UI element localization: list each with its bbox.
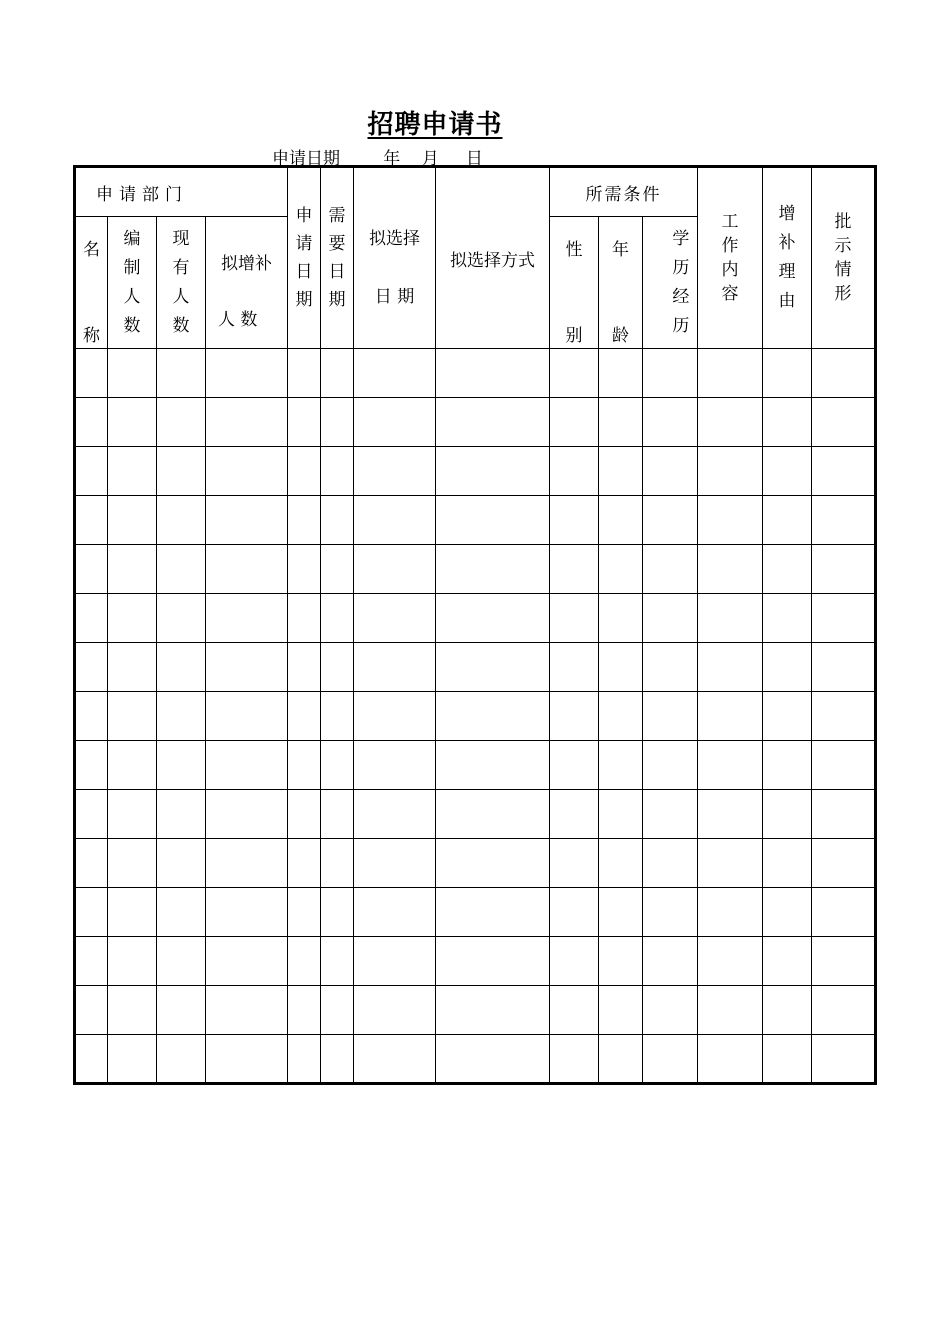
table-cell[interactable]	[321, 986, 354, 1035]
header-age-bottom: 龄	[612, 326, 629, 346]
table-cell[interactable]	[436, 692, 550, 741]
table-cell[interactable]	[763, 545, 812, 594]
table-cell[interactable]	[75, 447, 108, 496]
header-gender-top: 性	[565, 240, 583, 260]
table-cell[interactable]	[763, 496, 812, 545]
application-date-line: 申请日期 年 月 日	[272, 149, 483, 169]
table-cell[interactable]	[643, 545, 698, 594]
table-cell[interactable]	[698, 741, 763, 790]
table-cell[interactable]	[436, 496, 550, 545]
table-cell[interactable]	[288, 790, 321, 839]
table-cell[interactable]	[288, 398, 321, 447]
header-planned-top: 拟增补	[221, 254, 272, 274]
header-dept-name	[75, 217, 108, 349]
table-cell[interactable]	[812, 643, 876, 692]
table-cell[interactable]	[75, 741, 108, 790]
table-cell[interactable]	[108, 888, 157, 937]
table-cell[interactable]	[354, 888, 436, 937]
table-cell[interactable]	[812, 692, 876, 741]
table-row	[75, 447, 876, 496]
table-row	[75, 496, 876, 545]
table-cell[interactable]	[436, 839, 550, 888]
table-cell[interactable]	[288, 692, 321, 741]
table-cell[interactable]	[288, 447, 321, 496]
table-cell[interactable]	[354, 496, 436, 545]
table-cell[interactable]	[643, 986, 698, 1035]
table-cell[interactable]	[643, 496, 698, 545]
header-current-text: 现有人数	[172, 228, 190, 336]
table-cell[interactable]	[321, 643, 354, 692]
table-cell[interactable]	[206, 545, 288, 594]
table-cell[interactable]	[698, 888, 763, 937]
table-cell[interactable]	[288, 545, 321, 594]
table-cell[interactable]	[763, 937, 812, 986]
table-cell[interactable]	[108, 349, 157, 398]
table-cell[interactable]	[157, 1035, 206, 1084]
header-dept-name-top: 名	[83, 240, 100, 260]
table-cell[interactable]	[206, 349, 288, 398]
table-cell[interactable]	[354, 398, 436, 447]
table-cell[interactable]	[75, 937, 108, 986]
table-cell[interactable]	[698, 643, 763, 692]
header-approval	[812, 167, 876, 349]
table-cell[interactable]	[763, 986, 812, 1035]
table-cell[interactable]	[550, 790, 599, 839]
table-cell[interactable]	[157, 741, 206, 790]
table-cell[interactable]	[288, 1035, 321, 1084]
table-cell[interactable]	[550, 545, 599, 594]
header-planned-bottom: 人 数	[218, 310, 258, 330]
header-quota-text: 编制人数	[123, 228, 141, 336]
table-cell[interactable]	[436, 790, 550, 839]
header-select-date-bottom: 日 期	[374, 287, 415, 307]
table-cell[interactable]	[550, 398, 599, 447]
table-cell[interactable]	[354, 986, 436, 1035]
table-cell[interactable]	[354, 692, 436, 741]
table-cell[interactable]	[550, 692, 599, 741]
table-cell[interactable]	[288, 349, 321, 398]
table-cell[interactable]	[599, 643, 643, 692]
table-cell[interactable]	[75, 986, 108, 1035]
table-cell[interactable]	[108, 741, 157, 790]
table-cell[interactable]	[321, 545, 354, 594]
header-quota	[108, 217, 157, 349]
table-cell[interactable]	[763, 790, 812, 839]
table-cell[interactable]	[206, 1035, 288, 1084]
table-cell[interactable]	[75, 790, 108, 839]
table-cell[interactable]	[698, 937, 763, 986]
table-cell[interactable]	[436, 349, 550, 398]
table-cell[interactable]	[288, 643, 321, 692]
header-education	[643, 217, 698, 349]
table-cell[interactable]	[698, 790, 763, 839]
header-conditions: 所需条件	[550, 167, 698, 217]
table-cell[interactable]	[763, 398, 812, 447]
table-cell[interactable]	[354, 790, 436, 839]
table-cell[interactable]	[763, 349, 812, 398]
header-department: 申请部门	[75, 167, 288, 217]
table-cell[interactable]	[643, 692, 698, 741]
table-cell[interactable]	[436, 937, 550, 986]
table-cell[interactable]	[157, 643, 206, 692]
header-current	[157, 217, 206, 349]
table-cell[interactable]	[354, 545, 436, 594]
table-cell[interactable]	[763, 643, 812, 692]
table-cell[interactable]	[599, 692, 643, 741]
table-cell[interactable]	[157, 496, 206, 545]
table-cell[interactable]	[599, 496, 643, 545]
recruitment-request-table	[73, 165, 877, 1085]
table-cell[interactable]	[288, 839, 321, 888]
table-cell[interactable]	[763, 888, 812, 937]
table-cell[interactable]	[643, 398, 698, 447]
table-cell[interactable]	[157, 692, 206, 741]
table-cell[interactable]	[550, 986, 599, 1035]
table-cell[interactable]	[698, 447, 763, 496]
table-cell[interactable]	[321, 741, 354, 790]
table-cell[interactable]	[599, 790, 643, 839]
table-cell[interactable]	[206, 496, 288, 545]
table-cell[interactable]	[157, 937, 206, 986]
table-cell[interactable]	[643, 839, 698, 888]
table-cell[interactable]	[157, 790, 206, 839]
table-cell[interactable]	[108, 447, 157, 496]
table-cell[interactable]	[599, 398, 643, 447]
table-cell[interactable]	[812, 447, 876, 496]
table-body	[75, 349, 876, 1084]
table-row	[75, 349, 876, 398]
table-cell[interactable]	[157, 447, 206, 496]
table-row	[75, 594, 876, 643]
table-cell[interactable]	[206, 594, 288, 643]
table-row	[75, 398, 876, 447]
table-cell[interactable]	[157, 888, 206, 937]
table-cell[interactable]	[206, 643, 288, 692]
table-cell[interactable]	[108, 496, 157, 545]
table-cell[interactable]	[698, 496, 763, 545]
table-cell[interactable]	[206, 741, 288, 790]
table-cell[interactable]	[75, 692, 108, 741]
table-cell[interactable]	[550, 741, 599, 790]
table-cell[interactable]	[206, 447, 288, 496]
table-cell[interactable]	[436, 888, 550, 937]
table-cell[interactable]	[436, 1035, 550, 1084]
table-cell[interactable]	[643, 790, 698, 839]
table-cell[interactable]	[599, 1035, 643, 1084]
header-age-top: 年	[612, 240, 629, 260]
table-cell[interactable]	[599, 545, 643, 594]
header-select-method: 拟选择方式	[436, 167, 550, 349]
table-cell[interactable]	[321, 398, 354, 447]
header-work-content-text: 工作内容	[721, 212, 739, 304]
table-cell[interactable]	[599, 594, 643, 643]
header-planned	[206, 217, 288, 349]
table-cell[interactable]	[321, 447, 354, 496]
table-cell[interactable]	[75, 398, 108, 447]
table-cell[interactable]	[75, 545, 108, 594]
table-row	[75, 545, 876, 594]
table-cell[interactable]	[599, 937, 643, 986]
table-cell[interactable]	[698, 398, 763, 447]
table-cell[interactable]	[698, 349, 763, 398]
table-cell[interactable]	[643, 937, 698, 986]
table-cell[interactable]	[321, 692, 354, 741]
table-cell[interactable]	[763, 1035, 812, 1084]
table-cell[interactable]	[812, 594, 876, 643]
table-cell[interactable]	[436, 643, 550, 692]
table-cell[interactable]	[75, 839, 108, 888]
header-apply-date-text: 申请日期	[295, 206, 313, 310]
table-cell[interactable]	[763, 594, 812, 643]
table-cell[interactable]	[157, 545, 206, 594]
table-cell[interactable]	[206, 839, 288, 888]
table-cell[interactable]	[288, 888, 321, 937]
table-cell[interactable]	[436, 594, 550, 643]
table-cell[interactable]	[643, 643, 698, 692]
table-cell[interactable]	[812, 986, 876, 1035]
table-cell[interactable]	[812, 839, 876, 888]
table-row	[75, 839, 876, 888]
table-cell[interactable]	[550, 643, 599, 692]
table-cell[interactable]	[763, 741, 812, 790]
table-cell[interactable]	[599, 349, 643, 398]
table-cell[interactable]	[812, 398, 876, 447]
table-cell[interactable]	[550, 1035, 599, 1084]
table-cell[interactable]	[698, 839, 763, 888]
table-cell[interactable]	[436, 741, 550, 790]
table-cell[interactable]	[75, 888, 108, 937]
header-reason	[763, 167, 812, 349]
table-cell[interactable]	[157, 398, 206, 447]
table-cell[interactable]	[288, 937, 321, 986]
table-cell[interactable]	[206, 398, 288, 447]
table-cell[interactable]	[550, 594, 599, 643]
table-cell[interactable]	[354, 937, 436, 986]
table-cell[interactable]	[812, 349, 876, 398]
table-row	[75, 790, 876, 839]
table-cell[interactable]	[698, 594, 763, 643]
table-cell[interactable]	[698, 545, 763, 594]
table-cell[interactable]	[108, 1035, 157, 1084]
table-cell[interactable]	[108, 545, 157, 594]
table-cell[interactable]	[436, 545, 550, 594]
table-cell[interactable]	[354, 839, 436, 888]
table-row	[75, 888, 876, 937]
table-cell[interactable]	[288, 594, 321, 643]
table-cell[interactable]	[75, 496, 108, 545]
table-cell[interactable]	[550, 496, 599, 545]
table-cell[interactable]	[321, 349, 354, 398]
table-cell[interactable]	[108, 937, 157, 986]
table-cell[interactable]	[75, 643, 108, 692]
table-cell[interactable]	[321, 1035, 354, 1084]
table-cell[interactable]	[698, 692, 763, 741]
table-cell[interactable]	[698, 1035, 763, 1084]
header-apply-date	[288, 167, 321, 349]
table-cell[interactable]	[354, 447, 436, 496]
table-cell[interactable]	[206, 692, 288, 741]
table-cell[interactable]	[643, 741, 698, 790]
table-cell[interactable]	[550, 839, 599, 888]
table-cell[interactable]	[643, 1035, 698, 1084]
table-cell[interactable]	[698, 986, 763, 1035]
table-cell[interactable]	[812, 545, 876, 594]
table-cell[interactable]	[550, 349, 599, 398]
header-reason-text: 增补理由	[778, 204, 796, 311]
table-cell[interactable]	[643, 447, 698, 496]
header-education-text: 学历经历	[672, 228, 690, 336]
table-cell[interactable]	[75, 594, 108, 643]
table-cell[interactable]	[354, 741, 436, 790]
table-cell[interactable]	[108, 986, 157, 1035]
table-cell[interactable]	[812, 741, 876, 790]
table-cell[interactable]	[321, 594, 354, 643]
table-cell[interactable]	[206, 986, 288, 1035]
table-row	[75, 1035, 876, 1084]
table-cell[interactable]	[108, 594, 157, 643]
table-cell[interactable]	[321, 496, 354, 545]
table-row	[75, 937, 876, 986]
table-cell[interactable]	[599, 888, 643, 937]
header-age	[599, 217, 643, 349]
table-cell[interactable]	[812, 888, 876, 937]
header-need-date	[321, 167, 354, 349]
table-row	[75, 986, 876, 1035]
table-cell[interactable]	[321, 888, 354, 937]
table-cell[interactable]	[354, 643, 436, 692]
table-cell[interactable]	[550, 937, 599, 986]
table-cell[interactable]	[643, 349, 698, 398]
header-dept-name-bottom: 称	[83, 326, 100, 346]
table-cell[interactable]	[643, 594, 698, 643]
table-cell[interactable]	[550, 888, 599, 937]
table-cell[interactable]	[436, 447, 550, 496]
header-gender	[550, 217, 599, 349]
table-row	[75, 741, 876, 790]
header-gender-bottom: 别	[565, 326, 583, 346]
table-cell[interactable]	[812, 496, 876, 545]
table-cell[interactable]	[812, 937, 876, 986]
table-cell[interactable]	[108, 839, 157, 888]
header-select-date-top: 拟选择	[369, 229, 420, 249]
table-cell[interactable]	[599, 741, 643, 790]
table-cell[interactable]	[206, 937, 288, 986]
table-cell[interactable]	[763, 447, 812, 496]
table-cell[interactable]	[436, 398, 550, 447]
table-cell[interactable]	[354, 594, 436, 643]
table-cell[interactable]	[75, 1035, 108, 1084]
table-cell[interactable]	[321, 790, 354, 839]
table-cell[interactable]	[550, 447, 599, 496]
table-row	[75, 692, 876, 741]
form-title: 招聘申请书	[367, 110, 503, 140]
table-cell[interactable]	[812, 790, 876, 839]
header-approval-text: 批示情形	[834, 212, 852, 304]
table-cell[interactable]	[763, 839, 812, 888]
table-row	[75, 643, 876, 692]
table-cell[interactable]	[643, 888, 698, 937]
header-need-date-text: 需要日期	[328, 206, 346, 310]
table-cell[interactable]	[206, 888, 288, 937]
table-cell[interactable]	[354, 1035, 436, 1084]
table-cell[interactable]	[321, 839, 354, 888]
table-cell[interactable]	[157, 839, 206, 888]
table-cell[interactable]	[108, 692, 157, 741]
table-cell[interactable]	[108, 643, 157, 692]
table-cell[interactable]	[108, 398, 157, 447]
table-cell[interactable]	[288, 986, 321, 1035]
table-cell[interactable]	[599, 447, 643, 496]
table-cell[interactable]	[599, 986, 643, 1035]
table-cell[interactable]	[354, 349, 436, 398]
table-cell[interactable]	[436, 986, 550, 1035]
table-cell[interactable]	[206, 790, 288, 839]
table-cell[interactable]	[321, 937, 354, 986]
table-cell[interactable]	[288, 496, 321, 545]
table-cell[interactable]	[763, 692, 812, 741]
table-cell[interactable]	[157, 594, 206, 643]
table-cell[interactable]	[108, 790, 157, 839]
header-select-date	[354, 167, 436, 349]
table-cell[interactable]	[157, 986, 206, 1035]
table-cell[interactable]	[75, 349, 108, 398]
table-cell[interactable]	[157, 349, 206, 398]
header-work-content	[698, 167, 763, 349]
table-cell[interactable]	[599, 839, 643, 888]
table-cell[interactable]	[288, 741, 321, 790]
table-cell[interactable]	[812, 1035, 876, 1084]
